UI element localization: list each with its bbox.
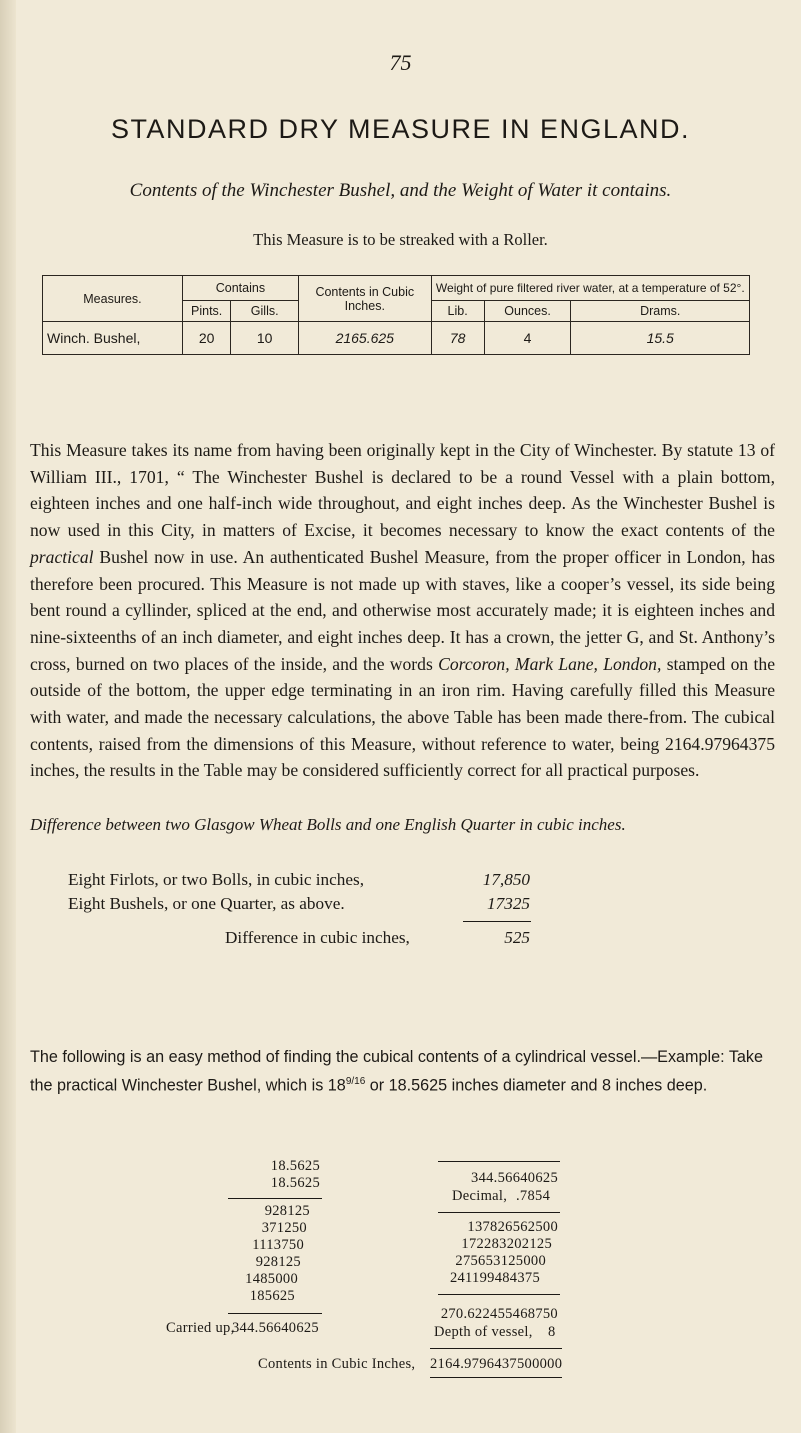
- difference-row-2-value: 17325: [487, 894, 530, 913]
- page-title: STANDARD DRY MEASURE IN ENGLAND.: [110, 114, 691, 144]
- calc-depth-label: Depth of vessel,: [434, 1324, 533, 1340]
- page-subtitle: Contents of the Winchester Bushel, and the Weight of Water it contains.: [129, 180, 672, 201]
- header-drams: Drams.: [571, 301, 750, 322]
- calc-right-partial-3: 275653125000: [455, 1253, 546, 1269]
- calc-right-partial-1: 137826562500: [467, 1219, 558, 1235]
- header-ounces: Ounces.: [484, 301, 571, 322]
- body-text-practical: practical: [30, 546, 94, 567]
- calc-rule-right-top: [438, 1161, 560, 1162]
- calc-decimal-label: Decimal,: [452, 1188, 508, 1204]
- header-weight: Weight of pure filtered river water, at a temperature of 52°.: [431, 276, 749, 301]
- calc-rule-left-1: [228, 1198, 322, 1199]
- calc-multiplicand: 18.5625: [270, 1158, 320, 1174]
- calc-partial-3: 1113750: [252, 1237, 304, 1253]
- roller-note: This Measure is to be streaked with a Roller.: [253, 230, 548, 249]
- body-text-b: Bushel now in use. An authenticated Bushel Measure, from the proper officer in London, has therefore been procured. This Measure is not made up with staves, like a cooper’s vessel, its side being bent round a cyllinder, spliced at the end, and otherwise most accurately made; it is eighteen inches and nine-sixteenths of an inch diameter, and eight inches deep. It has a crown, the jetter G, and St. Anthony’s cross, burned on two places of the inside, and the words: [30, 546, 775, 674]
- cylinder-text-a: The following is an easy method of finding the cubical contents of a cylindrical vessel.—Example: Take the practical Winchester Bushel, which is 18: [30, 1048, 764, 1094]
- difference-total-value: 525: [504, 928, 530, 947]
- cell-measure: Winch. Bushel,: [43, 322, 183, 355]
- measure-table: [42, 275, 750, 355]
- table-row: [43, 322, 750, 355]
- calc-partial-1: 928125: [264, 1203, 310, 1219]
- body-paragraph: [30, 437, 775, 784]
- calc-multiplier: 18.5625: [270, 1175, 320, 1191]
- cell-gills: 10: [231, 322, 299, 355]
- calc-rule-right-2: [438, 1294, 560, 1295]
- body-text-c: stamped on the outside of the bottom, the upper edge terminating in an iron rim. Having carefully filled this Measure with water, and made the necessary calculations, the above Table has been made there-from. The cubical contents, raised from the dimensions of this Measure, without reference to water, being 2164.97964375 inches, the results in the Table may be considered sufficiently correct for all practical purposes.: [30, 653, 776, 781]
- header-gills: Gills.: [231, 301, 299, 322]
- header-pints: Pints.: [182, 301, 231, 322]
- calc-carried-value: 344.56640625: [232, 1320, 319, 1336]
- page-number: 75: [389, 50, 412, 75]
- header-lib: Lib.: [431, 301, 484, 322]
- calc-decimal-value: .7854: [516, 1188, 551, 1204]
- body-text-a: This Measure takes its name from having been originally kept in the City of Winchester. By statute 13 of William III., 1701, “ The Winchester Bushel is declared to be a round Vessel with a plain bottom, eighteen inches and one half-inch wide throughout, and eight inches deep. As the Winchester Bushel is now used in this City, in matters of Excise, it becomes necessary to know the exact contents of the: [30, 440, 775, 541]
- header-cubic-inches: Contents in Cubic Inches.: [298, 276, 431, 322]
- calc-right-partial-2: 172283202125: [461, 1236, 552, 1252]
- calc-partial-5: 1485000: [245, 1271, 298, 1287]
- calc-right-top: 344.56640625: [471, 1170, 558, 1186]
- cylinder-text-b: or 18.5625 inches diameter and 8 inches deep.: [365, 1075, 708, 1094]
- cell-drams: 15.5: [571, 322, 750, 355]
- calc-rule-final: [430, 1377, 562, 1378]
- header-contains: Contains: [182, 276, 298, 301]
- calc-partial-2: 371250: [261, 1220, 307, 1236]
- contents-value: 2164.9796437500000: [430, 1356, 563, 1372]
- cell-ounces: 4: [484, 322, 571, 355]
- cylinder-text-fraction: 9/16: [345, 1075, 366, 1087]
- difference-rule: [463, 921, 531, 922]
- cylinder-method-paragraph: [30, 1045, 770, 1097]
- cell-cubic-inches: 2165.625: [298, 322, 431, 355]
- calc-rule-right-1: [438, 1212, 560, 1213]
- difference-row-1-label: Eight Firlots, or two Bolls, in cubic inches,: [68, 870, 364, 889]
- calc-rule-left-2: [228, 1313, 322, 1314]
- difference-heading: Difference between two Glasgow Wheat Bolls and one English Quarter in cubic inches.: [30, 815, 626, 834]
- calc-right-partial-4: 241199484375: [449, 1270, 540, 1286]
- difference-total-label: Difference in cubic inches,: [225, 928, 410, 947]
- difference-row-2-label: Eight Bushels, or one Quarter, as above.: [68, 894, 345, 913]
- calc-right-sum: 270.622455468750: [440, 1306, 558, 1322]
- calc-partial-4: 928125: [255, 1254, 301, 1270]
- calc-partial-6: 185625: [249, 1288, 295, 1304]
- calc-depth-value: 8: [548, 1324, 556, 1340]
- header-measures: Measures.: [43, 276, 183, 322]
- calc-rule-right-3: [430, 1348, 562, 1349]
- body-text-address: Corcoron, Mark Lane, London,: [438, 653, 662, 674]
- cell-pints: 20: [182, 322, 231, 355]
- calc-carried-label: Carried up,: [166, 1320, 235, 1336]
- page-gutter: [0, 0, 16, 1433]
- difference-row-1-value: 17,850: [482, 870, 530, 889]
- contents-label: Contents in Cubic Inches,: [258, 1356, 416, 1372]
- cell-lib: 78: [431, 322, 484, 355]
